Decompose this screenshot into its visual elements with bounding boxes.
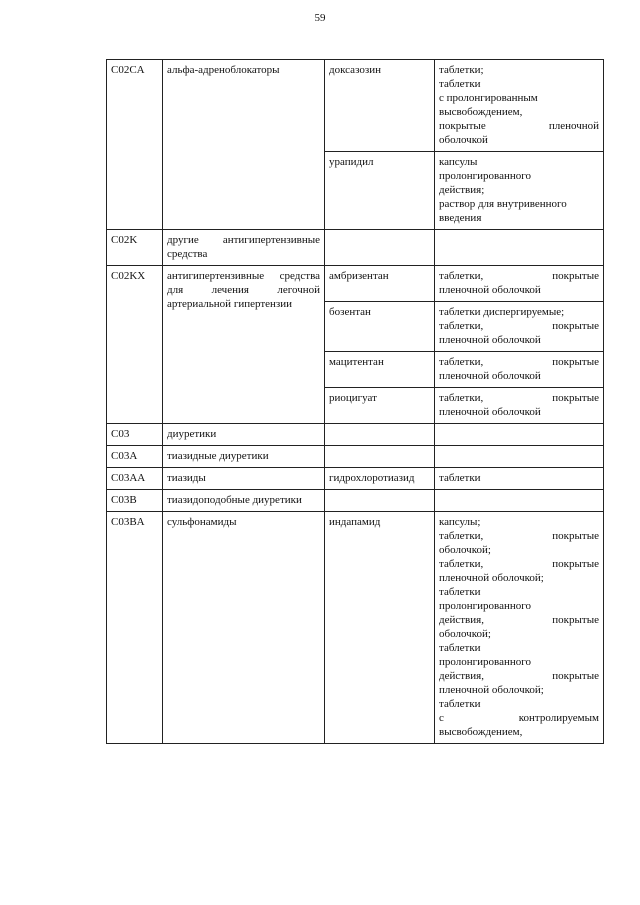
dosage-form-line: таблетки	[439, 642, 481, 654]
dosage-form-cell	[435, 446, 604, 468]
dosage-form-line: оболочкой;	[439, 544, 491, 556]
dosage-form-line	[439, 319, 599, 333]
drug-name-cell	[325, 446, 435, 468]
page-number: 59	[314, 12, 326, 24]
drug-name-cell	[325, 230, 435, 266]
dosage-form-cell	[435, 60, 604, 152]
dosage-form-line: таблетки;	[439, 64, 484, 76]
dosage-form-cell	[435, 424, 604, 446]
dosage-form-line: пленочной оболочкой	[439, 406, 541, 418]
dosage-form-word: покрытые	[552, 392, 599, 404]
dosage-form-cell	[435, 490, 604, 512]
table-row	[107, 512, 604, 744]
dosage-form-cell	[435, 152, 604, 230]
dosage-form-line: пленочной оболочкой	[439, 284, 541, 296]
dosage-form-line: капсулы	[439, 156, 478, 168]
drug-name-cell: риоцигуат	[325, 388, 435, 424]
dosage-form-line: оболочкой	[439, 134, 488, 146]
pharmacological-group-cell: диуретики	[163, 424, 325, 446]
dosage-form-cell	[435, 352, 604, 388]
dosage-form-cell	[435, 512, 604, 744]
dosage-form-word: покрытые	[552, 670, 599, 682]
drug-name-cell: индапамид	[325, 512, 435, 744]
pharmacological-group-cell: сульфонамиды	[163, 512, 325, 744]
atc-code-cell: C03	[107, 424, 163, 446]
dosage-form-line	[439, 119, 599, 133]
dosage-form-line: пленочной оболочкой	[439, 334, 541, 346]
table-row	[107, 424, 604, 446]
drug-name-cell	[325, 490, 435, 512]
pharmacological-group-cell: тиазидоподобные диуретики	[163, 490, 325, 512]
pharmacological-group-cell: тиазиды	[163, 468, 325, 490]
dosage-form-cell	[435, 388, 604, 424]
drug-name-cell: мацитентан	[325, 352, 435, 388]
dosage-form-line	[439, 669, 599, 683]
pharmacological-group-cell: антигипертензивные средства для лечения легочной артериальной гипертензии	[163, 266, 325, 424]
dosage-form-word: покрытые	[552, 356, 599, 368]
atc-code-cell: C02CA	[107, 60, 163, 230]
dosage-form-line: пролонгированного	[439, 600, 531, 612]
dosage-form-cell	[435, 468, 604, 490]
drug-classification-table	[106, 59, 604, 744]
atc-code-cell: C03B	[107, 490, 163, 512]
dosage-form-word: действия,	[439, 670, 484, 682]
table-row	[107, 60, 604, 152]
dosage-form-cell	[435, 230, 604, 266]
atc-code-cell: C02KX	[107, 266, 163, 424]
dosage-form-word: таблетки,	[439, 270, 484, 282]
dosage-form-line	[439, 557, 599, 571]
dosage-form-word: контролируемым	[518, 712, 599, 724]
drug-name-cell: бозентан	[325, 302, 435, 352]
table-row	[107, 490, 604, 512]
dosage-form-line: капсулы;	[439, 516, 481, 528]
table-row	[107, 230, 604, 266]
dosage-form-line: высвобождением,	[439, 726, 523, 738]
dosage-form-line: пленочной оболочкой;	[439, 572, 544, 584]
dosage-form-cell	[435, 266, 604, 302]
dosage-form-word: пленочной	[548, 120, 599, 132]
dosage-form-line: таблетки диспергируемые;	[439, 306, 565, 318]
dosage-form-word: покрытые	[552, 320, 599, 332]
dosage-form-line: с пролонгированным	[439, 92, 538, 104]
dosage-form-line	[439, 269, 599, 283]
dosage-form-line: пленочной оболочкой;	[439, 684, 544, 696]
drug-name-cell: амбризентан	[325, 266, 435, 302]
drug-name-cell: гидрохлоротиазид	[325, 468, 435, 490]
dosage-form-line	[439, 711, 599, 725]
pharmacological-group-cell: тиазидные диуретики	[163, 446, 325, 468]
dosage-form-word: таблетки,	[439, 392, 484, 404]
dosage-form-word: таблетки,	[439, 320, 484, 332]
dosage-form-line: пролонгированного	[439, 170, 531, 182]
drug-name-cell: доксазозин	[325, 60, 435, 152]
dosage-form-line	[439, 391, 599, 405]
dosage-form-line: введения	[439, 212, 482, 224]
dosage-form-line	[439, 613, 599, 627]
drug-name-cell	[325, 424, 435, 446]
atc-code-cell: C03AA	[107, 468, 163, 490]
atc-code-cell: C03A	[107, 446, 163, 468]
dosage-form-line: высвобождением,	[439, 106, 523, 118]
dosage-form-word: таблетки,	[439, 356, 484, 368]
dosage-form-line: раствор для внутривенного	[439, 198, 567, 210]
dosage-form-cell	[435, 302, 604, 352]
pharmacological-group-cell: другие антигипертензивные средства	[163, 230, 325, 266]
dosage-form-word: покрытые	[552, 530, 599, 542]
table-row	[107, 468, 604, 490]
dosage-form-line: оболочкой;	[439, 628, 491, 640]
drug-name-cell: урапидил	[325, 152, 435, 230]
dosage-form-word: покрытые	[552, 558, 599, 570]
table-row	[107, 266, 604, 302]
dosage-form-line: пролонгированного	[439, 656, 531, 668]
dosage-form-line	[439, 529, 599, 543]
table-row	[107, 446, 604, 468]
dosage-form-line: таблетки	[439, 698, 481, 710]
dosage-form-line	[439, 355, 599, 369]
dosage-form-word: с	[439, 712, 444, 724]
dosage-form-line: таблетки	[439, 78, 481, 90]
dosage-form-line: пленочной оболочкой	[439, 370, 541, 382]
dosage-form-word: покрытые	[439, 120, 486, 132]
dosage-form-word: таблетки,	[439, 558, 484, 570]
dosage-form-word: таблетки,	[439, 530, 484, 542]
dosage-form-word: действия,	[439, 614, 484, 626]
atc-code-cell: C03BA	[107, 512, 163, 744]
dosage-form-word: покрытые	[552, 614, 599, 626]
dosage-form-line: действия;	[439, 184, 485, 196]
dosage-form-line: таблетки	[439, 472, 481, 484]
pharmacological-group-cell: альфа-адреноблокаторы	[163, 60, 325, 230]
atc-code-cell: C02K	[107, 230, 163, 266]
dosage-form-line: таблетки	[439, 586, 481, 598]
dosage-form-word: покрытые	[552, 270, 599, 282]
